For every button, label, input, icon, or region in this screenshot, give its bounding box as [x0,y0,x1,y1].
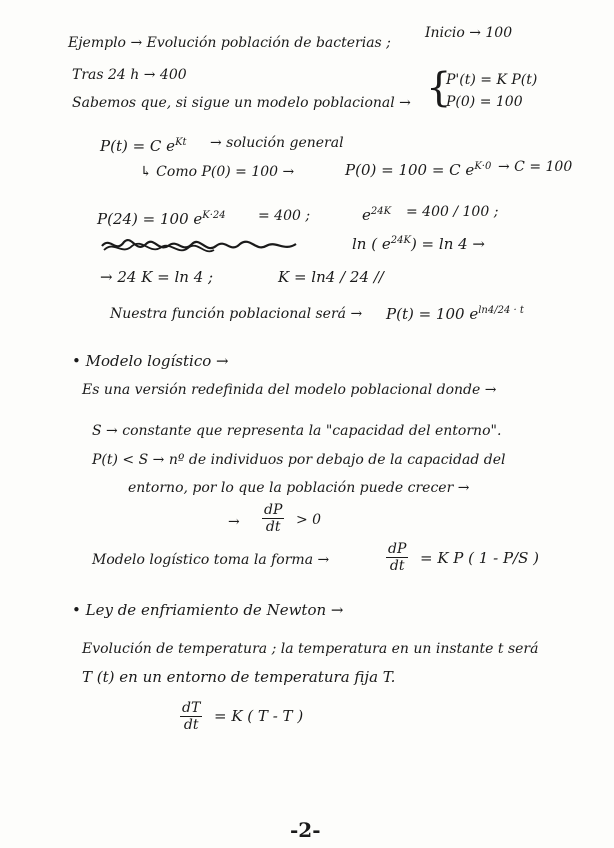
page-number: -2- [290,818,321,842]
fixed-temperature: T (t) en un entorno de temperatura fija T. [82,668,396,686]
newton-cooling-heading: • Ley de enfriamiento de Newton → [72,601,344,619]
positive-growth: > 0 [296,512,322,528]
logistic-form-label: Modelo logístico toma la forma → [92,552,330,568]
logistic-model-heading: • Modelo logístico → [72,352,229,370]
example-heading: Ejemplo → Evolución población de bacterias ; [68,35,391,51]
constant-result: → C = 100 [498,159,573,175]
model-statement: Sabemos que, si sigue un modelo poblacional → [72,95,411,111]
logistic-dp-dt: $\frac{dP}{dt}$ [388,541,407,574]
initial-value: Inicio → 100 [425,25,513,41]
general-solution: P(t) = C $e^{Kt}$ [100,137,187,155]
after-24h: Tras 24 h → 400 [72,67,187,83]
ratio-value: = 400 / 100 ; [406,204,499,220]
capacity-constant: S → constante que representa la "capacidad del entorno". [92,423,502,439]
below-capacity: P(t) < S → nº de individuos por debajo de la capacidad del [92,452,506,468]
logistic-equation: = K P ( 1 - P/S ) [420,549,539,567]
constant-derivation: P(0) = 100 = C $e^{K\cdot 0}$ [345,161,492,179]
log-step: ln ( $e^{24K}) = \ln 4$ → [352,235,485,253]
system-brace: { [426,65,452,111]
initial-condition: P(0) = 100 [446,94,523,110]
growth-condition: entorno, por lo que la población puede crecer → [128,480,470,496]
derivative-arrow: → [228,514,240,530]
dp-dt-fraction: $\frac{dP}{dt}$ [264,502,283,535]
ode-equation: P'(t) = K P(t) [446,72,538,88]
p24-equation: P(24) = 100 $e^{K\cdot 24}$ [97,210,226,228]
population-function: P(t) = 100 $e^{ln4/24 \cdot t}$ [386,305,524,323]
logistic-definition: Es una versión redefinida del modelo poblacional donde → [82,382,497,398]
cooling-equation: = K ( T - T ) [214,707,304,725]
temperature-evolution: Evolución de temperatura ; la temperatura en un instante t será [82,641,539,657]
p24-result: = 400 ; [258,208,311,224]
general-solution-label: → solución general [210,135,344,151]
solve-k: → 24 K = ln 4 ; [100,268,214,286]
exponential-ratio: $e^{24K}$ [362,206,392,224]
dt-dt-fraction: $\frac{dT}{dt}$ [182,700,201,733]
as-p0-equals: ↳ Como P(0) = 100 → [140,164,295,180]
k-result: K = ln4 / 24 // [278,268,384,286]
scribbled-out-text [100,232,300,258]
population-function-label: Nuestra función poblacional será → [110,306,363,322]
